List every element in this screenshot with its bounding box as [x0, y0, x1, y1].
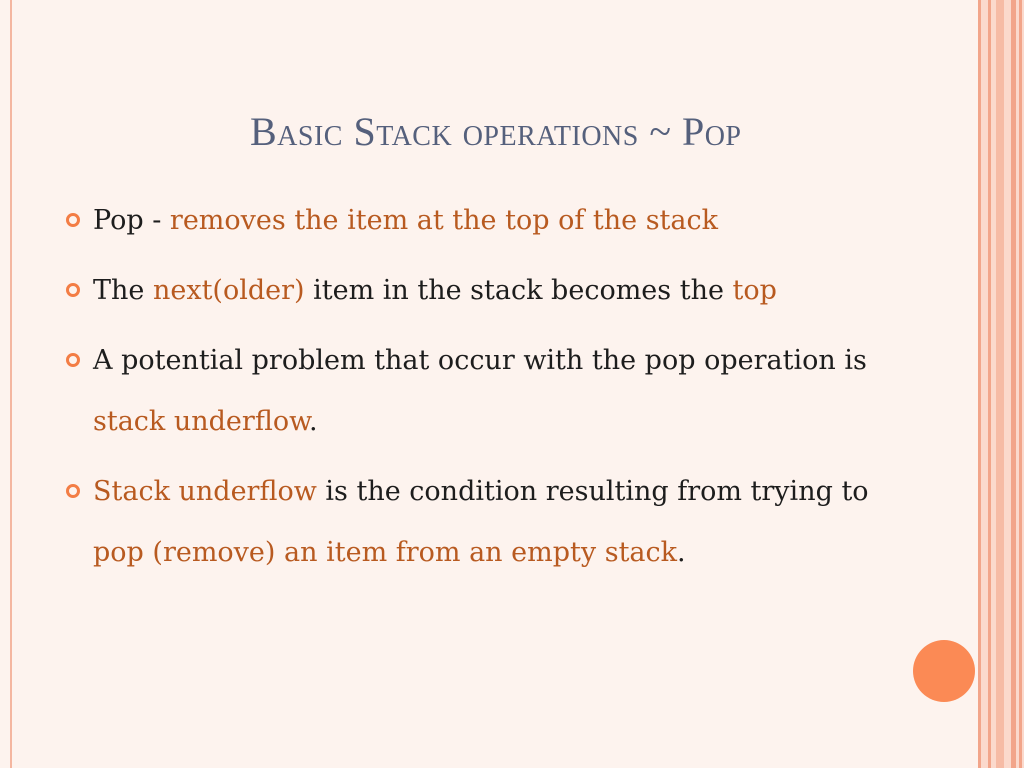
right-stripe	[1019, 0, 1022, 768]
bullet-marker-icon	[66, 283, 80, 297]
bullet-text: Pop -	[93, 205, 170, 236]
bullet-item	[66, 461, 906, 583]
bullet-text: .	[309, 406, 318, 437]
bullet-marker-icon	[66, 484, 80, 498]
bullet-text: .	[677, 537, 686, 568]
bullet-item	[66, 330, 906, 452]
bullet-marker-icon	[66, 213, 80, 227]
highlighted-text: stack underflow	[93, 406, 309, 437]
highlighted-text: pop (remove) an item from an empty stack	[93, 537, 677, 568]
highlighted-text: top	[732, 275, 777, 306]
bullet-item	[66, 260, 906, 321]
highlighted-text: Stack underflow	[93, 476, 317, 507]
highlighted-text: next(older)	[152, 275, 305, 306]
bullet-text: item in the stack becomes the	[304, 275, 733, 306]
bullet-text: A potential problem that occur with the pop operation is	[93, 345, 867, 376]
bullet-text: is the condition resulting from trying to	[316, 476, 869, 507]
accent-circle	[913, 640, 975, 702]
right-stripe	[996, 0, 1004, 768]
right-stripe	[1011, 0, 1016, 768]
slide-title: Basic Stack operations ~ Pop	[250, 109, 742, 154]
right-stripe	[978, 0, 981, 768]
bullet-marker-icon	[66, 353, 80, 367]
right-stripe	[988, 0, 991, 768]
left-border-line	[10, 0, 12, 768]
bullet-text: The	[93, 275, 153, 306]
bullet-item	[66, 190, 906, 251]
highlighted-text: removes the item at the top of the stack	[169, 205, 718, 236]
bullet-list	[66, 190, 906, 592]
